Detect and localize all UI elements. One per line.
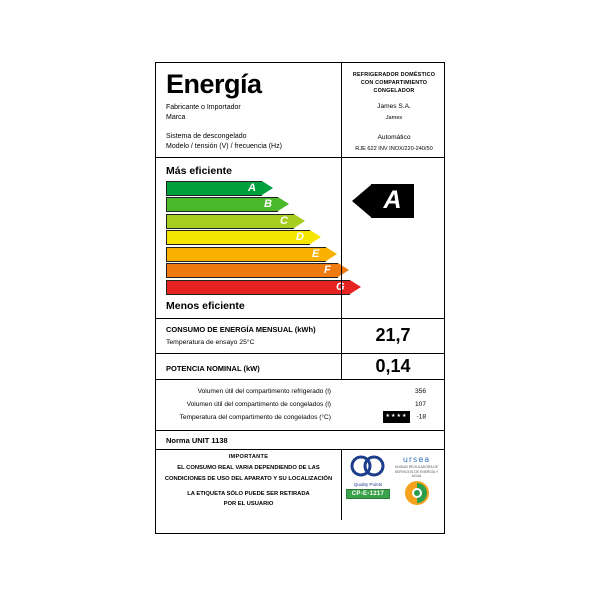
less-efficient-label: Menos eficiente bbox=[166, 299, 245, 312]
footer-line4: POR EL USUARIO bbox=[223, 500, 274, 507]
quality-mark-block bbox=[346, 455, 390, 499]
consumption-row bbox=[156, 319, 444, 354]
brand-label: Marca bbox=[166, 114, 186, 122]
efficiency-result bbox=[341, 158, 444, 318]
arrow-tip-icon bbox=[352, 184, 372, 218]
volumes-section bbox=[156, 380, 444, 431]
efficiency-bar-letter: F bbox=[324, 264, 331, 277]
efficiency-bar-letter: C bbox=[280, 214, 288, 227]
power-value-cell bbox=[341, 354, 444, 380]
power-labels bbox=[156, 354, 341, 380]
appliance-type-line3: CONGELADOR bbox=[373, 88, 415, 95]
efficiency-bars bbox=[156, 158, 345, 318]
header-right bbox=[341, 63, 444, 157]
efficiency-bar-letter: D bbox=[296, 231, 304, 244]
manufacturer-value: James S.A. bbox=[377, 103, 411, 111]
volume-label: Volumen útil del compartimento de congelados (l) bbox=[186, 400, 331, 408]
appliance-type-line1: REFRIGERADOR DOMÉSTICO bbox=[352, 72, 436, 78]
label-footer bbox=[156, 450, 444, 520]
efficiency-bar-g bbox=[166, 280, 345, 295]
efficiency-bar-letter: B bbox=[264, 198, 272, 211]
efficiency-bar-letter: E bbox=[312, 247, 320, 260]
volume-value: 356 bbox=[414, 388, 426, 396]
volume-value: 107 bbox=[414, 400, 426, 408]
defrost-value: Automático bbox=[377, 133, 411, 141]
efficiency-bar-f bbox=[166, 263, 341, 278]
model-label: Modelo / tensión (V) / frecuencia (Hz) bbox=[166, 143, 282, 151]
selected-class-letter: A bbox=[383, 185, 402, 214]
volume-value: ★★★★ -18 bbox=[331, 411, 444, 424]
consumption-value-cell bbox=[341, 319, 444, 353]
efficiency-bar-b bbox=[166, 197, 341, 212]
efficiency-bar-letter: A bbox=[248, 181, 256, 194]
label-header bbox=[156, 63, 444, 158]
manufacturer-label: Fabricante o Importador bbox=[166, 104, 241, 111]
volume-label: Temperatura del compartimento de congelados (°C) bbox=[179, 413, 331, 421]
agency-name: ursea bbox=[402, 455, 431, 465]
power-row bbox=[156, 354, 444, 381]
energy-label bbox=[155, 62, 445, 534]
important-label: IMPORTANTE bbox=[228, 454, 269, 461]
efficiency-bar-d bbox=[166, 230, 341, 245]
agency-seal-icon bbox=[404, 480, 430, 506]
volume-label: Volumen útil del compartimento refrigerado (l) bbox=[197, 388, 331, 396]
efficiency-bar-c bbox=[166, 214, 341, 229]
header-left bbox=[156, 63, 341, 157]
consumption-title: CONSUMO DE ENERGÍA MENSUAL (kWh) bbox=[166, 324, 316, 334]
volume-row bbox=[156, 399, 444, 412]
efficiency-scale bbox=[156, 158, 444, 319]
defrost-label: Sistema de descongelado bbox=[166, 133, 247, 141]
footer-line3: LA ETIQUETA SÓLO PUEDE SER RETIRADA bbox=[187, 490, 310, 497]
footer-logos bbox=[341, 450, 444, 520]
power-value: 0,14 bbox=[375, 356, 411, 377]
quality-mark-text: Quality Points bbox=[353, 482, 383, 488]
consumption-subtitle: Temperatura de ensayo 25°C bbox=[166, 339, 255, 347]
power-title: POTENCIA NOMINAL (kW) bbox=[166, 363, 260, 373]
consumption-value: 21,7 bbox=[375, 325, 411, 346]
selected-class-arrow bbox=[352, 184, 414, 218]
footer-text-block bbox=[156, 450, 341, 520]
volume-row bbox=[156, 411, 444, 424]
page-title: Energía bbox=[166, 69, 262, 99]
star-rating-icon: ★★★★ bbox=[383, 411, 411, 423]
agency-block bbox=[393, 455, 440, 510]
volume-row bbox=[156, 386, 444, 399]
consumption-labels bbox=[156, 319, 341, 353]
appliance-type-line2: CON COMPARTIMIENTO bbox=[360, 80, 428, 87]
efficiency-bar-e bbox=[166, 247, 341, 262]
certificate-badge: CP-E-1217 bbox=[346, 489, 390, 499]
agency-subtitle: UNIDAD REGULADORA DE SERVICIOS DE ENERGÍA Y AGUA bbox=[394, 465, 439, 479]
model-value: RJE 622 INV INOX/220-240/50 bbox=[355, 145, 433, 152]
efficiency-bar-letter: G bbox=[336, 280, 345, 293]
norma-text: Norma UNIT 1138 bbox=[156, 431, 444, 450]
more-efficient-label: Más eficiente bbox=[166, 164, 232, 177]
brand-value: James bbox=[385, 115, 403, 122]
footer-line1: EL CONSUMO REAL VARIA DEPENDIENDO DE LAS bbox=[177, 465, 320, 472]
footer-line2: CONDICIONES DE USO DEL APARATO Y SU LOCALIZACIÓN bbox=[164, 475, 333, 482]
efficiency-bar-a bbox=[166, 181, 341, 196]
quality-points-icon bbox=[348, 455, 388, 477]
